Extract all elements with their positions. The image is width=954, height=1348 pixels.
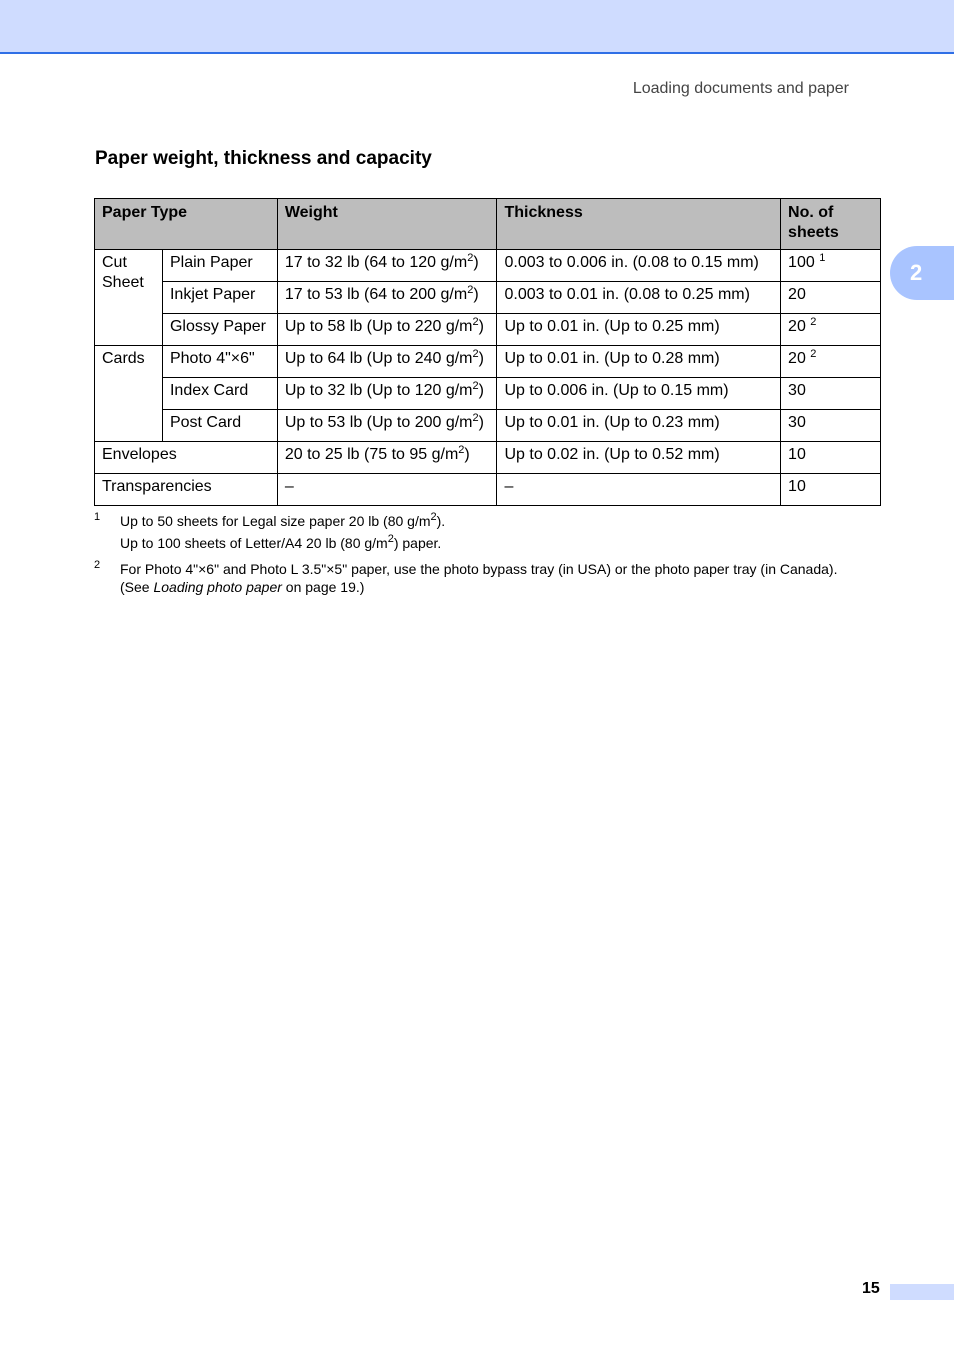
cell-weight: Up to 58 lb (Up to 220 $g/m^2$): [277, 314, 497, 346]
cell-thickness: 0.003 to 0.01 in. (0.08 to 0.25 mm): [497, 282, 781, 314]
running-header: Loading documents and paper: [632, 80, 849, 97]
header-sheets: [781, 199, 881, 250]
cell-thickness: 0.003 to 0.006 in. (0.08 to 0.15 mm): [497, 250, 781, 282]
cell-type: Index Card: [162, 378, 277, 410]
cell-thickness: Up to 0.02 in. (Up to 0.52 mm): [497, 442, 781, 474]
cell-weight: Up to 53 lb (Up to 200 $g/m^2$): [277, 410, 497, 442]
chapter-tab: [890, 246, 954, 300]
header-thickness: Thickness: [497, 199, 781, 250]
chapter-number: 2: [910, 260, 923, 285]
footer-bar: [890, 1284, 954, 1300]
footnote-1-line-1: Up to 50 sheets for Legal size paper 20 lb (80 $g/m^2$).: [120, 511, 446, 529]
cell-sheets: 30: [781, 410, 881, 442]
table-row: [95, 442, 881, 474]
cell-type: Envelopes: [95, 442, 278, 474]
cell-weight: Up to 32 lb (Up to 120 $g/m^2$): [277, 378, 497, 410]
cell-thickness: Up to 0.01 in. (Up to 0.25 mm): [497, 314, 781, 346]
header-weight: Weight: [277, 199, 497, 250]
table-row: [95, 282, 881, 314]
cell-thickness: Up to 0.006 in. (Up to 0.15 mm): [497, 378, 781, 410]
cell-sheets: 100 $^1$: [781, 250, 881, 282]
cell-sheets: 30: [781, 378, 881, 410]
top-header-band: [0, 0, 954, 54]
section-title: Paper weight, thickness and capacity: [95, 148, 432, 169]
paper-spec-table: [94, 198, 881, 506]
group-label: Cut: [102, 254, 127, 271]
cell-weight: 20 to 25 lb (75 to 95 $g/m^2$): [277, 442, 497, 474]
footnote-2: [94, 560, 894, 596]
cell-sheets: 20 $^2$: [781, 314, 881, 346]
footnote-number: 1: [94, 511, 101, 523]
cell-sheets: 20 $^2$: [781, 346, 881, 378]
header-paper-type: Paper Type: [95, 199, 278, 250]
cell-sheets: 10: [781, 474, 881, 506]
table-row: [95, 378, 881, 410]
table-row: [95, 250, 881, 282]
cell-type: Inkjet Paper: [162, 282, 277, 314]
footnote-number: 2: [94, 559, 101, 571]
group-cut-sheet: [95, 250, 163, 346]
header-sheets-line1: No. of: [788, 204, 834, 221]
footnote-2-line-1: For Photo 4"×6" and Photo L 3.5"×5" paper, use the photo bypass tray (in USA) or the photo paper tray (in Canada).: [120, 561, 838, 577]
cross-reference: Loading photo paper: [153, 579, 282, 595]
group-cards: Cards: [95, 346, 163, 442]
table-row: [95, 410, 881, 442]
cell-sheets: 20: [781, 282, 881, 314]
cell-type: Post Card: [162, 410, 277, 442]
table-row: [95, 474, 881, 506]
footnote-2-line-2: (See Loading photo paper on page 19.): [120, 579, 365, 595]
cell-type: Plain Paper: [162, 250, 277, 282]
cell-sheets: 10: [781, 442, 881, 474]
cell-weight: –: [277, 474, 497, 506]
table-row: [95, 346, 881, 378]
cell-thickness: Up to 0.01 in. (Up to 0.28 mm): [497, 346, 781, 378]
footnotes: [94, 512, 894, 602]
cell-thickness: Up to 0.01 in. (Up to 0.23 mm): [497, 410, 781, 442]
cell-type: Transparencies: [95, 474, 278, 506]
cell-type: Glossy Paper: [162, 314, 277, 346]
footnote-1: [94, 512, 894, 552]
cell-type: Photo 4"×6": [162, 346, 277, 378]
page-number: 15: [862, 1280, 880, 1297]
group-label: Sheet: [102, 274, 144, 291]
table-row: [95, 314, 881, 346]
header-sheets-line2: sheets: [788, 224, 839, 241]
cell-weight: 17 to 53 lb (64 to 200 $g/m^2$): [277, 282, 497, 314]
cell-weight: Up to 64 lb (Up to 240 $g/m^2$): [277, 346, 497, 378]
table-header-row: [95, 199, 881, 250]
cell-thickness: –: [497, 474, 781, 506]
cell-weight: 17 to 32 lb (64 to 120 $g/m^2$): [277, 250, 497, 282]
footnote-1-line-2: Up to 100 sheets of Letter/A4 20 lb (80 $g/m^2$) paper.: [120, 533, 442, 551]
